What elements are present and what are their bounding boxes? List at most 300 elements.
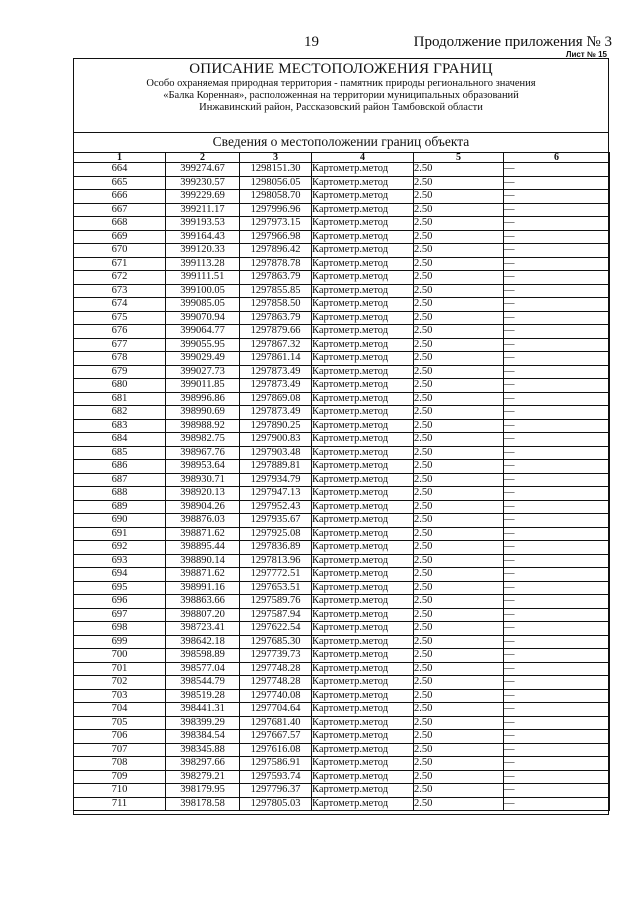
table-cell: Картометр.метод — [312, 676, 414, 690]
table-cell: — — [504, 230, 610, 244]
table-cell: 1297925.08 — [240, 527, 312, 541]
table-cell: 399164.43 — [166, 230, 240, 244]
table-row — [74, 649, 610, 663]
table-cell: 696 — [74, 595, 166, 609]
table-cell: 2.50 — [414, 568, 504, 582]
table-cell: — — [504, 635, 610, 649]
table-cell: 669 — [74, 230, 166, 244]
table-cell: 1297952.43 — [240, 500, 312, 514]
table-cell: 2.50 — [414, 608, 504, 622]
table-cell: 2.50 — [414, 784, 504, 798]
table-cell: — — [504, 446, 610, 460]
table-cell: — — [504, 244, 610, 258]
table-cell: — — [504, 217, 610, 231]
table-row — [74, 770, 610, 784]
table-cell: — — [504, 581, 610, 595]
table-cell: Картометр.метод — [312, 581, 414, 595]
table-cell: 398863.66 — [166, 595, 240, 609]
table-cell: 2.50 — [414, 487, 504, 501]
table-cell: 399274.67 — [166, 163, 240, 177]
table-cell: — — [504, 743, 610, 757]
table-cell: — — [504, 784, 610, 798]
table-cell: 2.50 — [414, 541, 504, 555]
table-cell: 705 — [74, 716, 166, 730]
table-row — [74, 406, 610, 420]
table-row — [74, 757, 610, 771]
table-cell: 676 — [74, 325, 166, 339]
document-header — [74, 59, 608, 119]
table-row — [74, 460, 610, 474]
table-row — [74, 379, 610, 393]
table-cell: 1297748.28 — [240, 676, 312, 690]
table-cell: 2.50 — [414, 797, 504, 811]
table-cell: Картометр.метод — [312, 635, 414, 649]
table-cell: 1297867.32 — [240, 338, 312, 352]
table-cell: — — [504, 284, 610, 298]
table-cell: 1297593.74 — [240, 770, 312, 784]
table-cell: 702 — [74, 676, 166, 690]
table-row — [74, 689, 610, 703]
table-cell: — — [504, 298, 610, 312]
table-row — [74, 635, 610, 649]
table-cell: — — [504, 595, 610, 609]
table-cell: 1297900.83 — [240, 433, 312, 447]
table-cell: 1297903.48 — [240, 446, 312, 460]
table-cell: — — [504, 460, 610, 474]
table-row — [74, 190, 610, 204]
table-cell: 398279.21 — [166, 770, 240, 784]
document-frame — [73, 58, 609, 815]
table-cell: 398904.26 — [166, 500, 240, 514]
table-cell: 398920.13 — [166, 487, 240, 501]
table-cell: 2.50 — [414, 325, 504, 339]
table-cell: Картометр.метод — [312, 703, 414, 717]
table-cell: 2.50 — [414, 365, 504, 379]
table-cell: — — [504, 338, 610, 352]
table-cell: 2.50 — [414, 622, 504, 636]
table-cell: Картометр.метод — [312, 622, 414, 636]
table-cell: 664 — [74, 163, 166, 177]
table-cell: — — [504, 203, 610, 217]
table-cell: — — [504, 325, 610, 339]
table-cell: Картометр.метод — [312, 311, 414, 325]
table-row — [74, 392, 610, 406]
table-cell: Картометр.метод — [312, 338, 414, 352]
table-cell: 1297889.81 — [240, 460, 312, 474]
table-row — [74, 433, 610, 447]
table-cell: 399029.49 — [166, 352, 240, 366]
table-cell: — — [504, 257, 610, 271]
table-cell: 697 — [74, 608, 166, 622]
table-row — [74, 419, 610, 433]
table-row — [74, 365, 610, 379]
page-number: 19 — [304, 34, 319, 50]
table-cell: 690 — [74, 514, 166, 528]
table-cell: 667 — [74, 203, 166, 217]
table-cell: 666 — [74, 190, 166, 204]
table-cell: Картометр.метод — [312, 460, 414, 474]
table-cell: — — [504, 649, 610, 663]
table-cell: 673 — [74, 284, 166, 298]
table-row — [74, 298, 610, 312]
table-row — [74, 527, 610, 541]
table-cell: — — [504, 676, 610, 690]
table-cell: Картометр.метод — [312, 257, 414, 271]
table-cell: 1297748.28 — [240, 662, 312, 676]
table-cell: 2.50 — [414, 284, 504, 298]
table-row — [74, 446, 610, 460]
table-cell: 2.50 — [414, 163, 504, 177]
table-cell: Картометр.метод — [312, 487, 414, 501]
table-cell: 1297878.78 — [240, 257, 312, 271]
table-cell: 704 — [74, 703, 166, 717]
table-cell: 399230.57 — [166, 176, 240, 190]
table-cell: Картометр.метод — [312, 406, 414, 420]
table-cell: — — [504, 473, 610, 487]
table-cell: 2.50 — [414, 635, 504, 649]
table-cell: 670 — [74, 244, 166, 258]
table-cell: 703 — [74, 689, 166, 703]
sheet-number: Лист № 15 — [565, 50, 607, 59]
table-cell: 678 — [74, 352, 166, 366]
column-header: 1 — [74, 153, 166, 163]
table-cell: 2.50 — [414, 770, 504, 784]
table-cell: 399100.05 — [166, 284, 240, 298]
description-line-1: Особо охраняемая природная территория - памятник природы регионального значения — [146, 78, 536, 89]
table-cell: 679 — [74, 365, 166, 379]
table-cell: 398642.18 — [166, 635, 240, 649]
table-cell: 687 — [74, 473, 166, 487]
table-row — [74, 163, 610, 177]
table-cell: 2.50 — [414, 230, 504, 244]
table-cell: 398988.92 — [166, 419, 240, 433]
table-cell: Картометр.метод — [312, 527, 414, 541]
table-cell: Картометр.метод — [312, 203, 414, 217]
table-cell: 2.50 — [414, 446, 504, 460]
table-cell: Картометр.метод — [312, 541, 414, 555]
table-cell: 681 — [74, 392, 166, 406]
table-row — [74, 230, 610, 244]
table-cell: 1297966.98 — [240, 230, 312, 244]
table-row — [74, 352, 610, 366]
table-cell: 1297796.37 — [240, 784, 312, 798]
table-cell: 1297873.49 — [240, 406, 312, 420]
table-cell: 2.50 — [414, 554, 504, 568]
table-cell: Картометр.метод — [312, 446, 414, 460]
table-cell: Картометр.метод — [312, 514, 414, 528]
table-cell: — — [504, 433, 610, 447]
table-cell: 398996.86 — [166, 392, 240, 406]
table-cell: 1297813.96 — [240, 554, 312, 568]
table-row — [74, 217, 610, 231]
table-row — [74, 176, 610, 190]
document-title: ОПИСАНИЕ МЕСТОПОЛОЖЕНИЯ ГРАНИЦ — [189, 61, 493, 77]
table-cell: 399229.69 — [166, 190, 240, 204]
table-cell: 684 — [74, 433, 166, 447]
table-cell: 689 — [74, 500, 166, 514]
table-cell: 2.50 — [414, 757, 504, 771]
table-cell: Картометр.метод — [312, 554, 414, 568]
table-row — [74, 554, 610, 568]
table-cell: 2.50 — [414, 244, 504, 258]
table-cell: 2.50 — [414, 352, 504, 366]
table-cell: 398519.28 — [166, 689, 240, 703]
table-cell: 398178.58 — [166, 797, 240, 811]
table-cell: 711 — [74, 797, 166, 811]
table-cell: 2.50 — [414, 392, 504, 406]
table-cell: 398179.95 — [166, 784, 240, 798]
table-cell: 398990.69 — [166, 406, 240, 420]
table-cell: Картометр.метод — [312, 784, 414, 798]
table-cell: 399120.33 — [166, 244, 240, 258]
table-cell: 2.50 — [414, 271, 504, 285]
table-cell: 398544.79 — [166, 676, 240, 690]
table-cell: 398345.88 — [166, 743, 240, 757]
table-cell: 2.50 — [414, 379, 504, 393]
table-row — [74, 676, 610, 690]
table-cell: — — [504, 406, 610, 420]
table-cell: 398577.04 — [166, 662, 240, 676]
table-cell: 2.50 — [414, 500, 504, 514]
table-cell: 399064.77 — [166, 325, 240, 339]
table-cell: 682 — [74, 406, 166, 420]
table-cell: Картометр.метод — [312, 419, 414, 433]
column-header: 3 — [240, 153, 312, 163]
table-cell: — — [504, 770, 610, 784]
table-row — [74, 716, 610, 730]
table-cell: 399085.05 — [166, 298, 240, 312]
column-header: 6 — [504, 153, 610, 163]
table-row — [74, 541, 610, 555]
table-cell: Картометр.метод — [312, 662, 414, 676]
table-cell: Картометр.метод — [312, 473, 414, 487]
table-cell: — — [504, 797, 610, 811]
table-row — [74, 284, 610, 298]
table-cell: 399111.51 — [166, 271, 240, 285]
table-cell: 691 — [74, 527, 166, 541]
table-cell: — — [504, 163, 610, 177]
table-cell: 1297935.67 — [240, 514, 312, 528]
table-cell: 1297587.94 — [240, 608, 312, 622]
column-header: 2 — [166, 153, 240, 163]
table-cell: 1297973.15 — [240, 217, 312, 231]
table-cell: Картометр.метод — [312, 770, 414, 784]
table-cell: 398807.20 — [166, 608, 240, 622]
table-cell: Картометр.метод — [312, 244, 414, 258]
table-row — [74, 338, 610, 352]
table-cell: 2.50 — [414, 460, 504, 474]
table-cell: 2.50 — [414, 311, 504, 325]
table-cell: 1297858.50 — [240, 298, 312, 312]
table-cell: 1297861.14 — [240, 352, 312, 366]
table-cell: 2.50 — [414, 649, 504, 663]
table-cell: Картометр.метод — [312, 271, 414, 285]
table-cell: 1297772.51 — [240, 568, 312, 582]
table-cell: 2.50 — [414, 257, 504, 271]
table-cell: Картометр.метод — [312, 730, 414, 744]
header-divider — [74, 132, 608, 133]
table-cell: 398930.71 — [166, 473, 240, 487]
table-cell: Картометр.метод — [312, 689, 414, 703]
table-row — [74, 500, 610, 514]
table-cell: 2.50 — [414, 419, 504, 433]
table-cell: 1297586.91 — [240, 757, 312, 771]
table-cell: 2.50 — [414, 703, 504, 717]
table-cell: 399193.53 — [166, 217, 240, 231]
table-row — [74, 743, 610, 757]
table-cell: 1297947.13 — [240, 487, 312, 501]
table-cell: 398876.03 — [166, 514, 240, 528]
table-row — [74, 325, 610, 339]
description-line-2: «Балка Коренная», расположенная на территории муниципальных образований — [163, 90, 519, 101]
table-cell: — — [504, 716, 610, 730]
table-cell: — — [504, 176, 610, 190]
table-row — [74, 797, 610, 811]
table-cell: 1297667.57 — [240, 730, 312, 744]
table-cell: 398871.62 — [166, 527, 240, 541]
table-cell: 398895.44 — [166, 541, 240, 555]
table-cell: 398871.62 — [166, 568, 240, 582]
table-cell: — — [504, 514, 610, 528]
table-cell: 399113.28 — [166, 257, 240, 271]
table-row — [74, 608, 610, 622]
column-header: 4 — [312, 153, 414, 163]
table-cell: 700 — [74, 649, 166, 663]
table-cell: — — [504, 487, 610, 501]
table-cell: 698 — [74, 622, 166, 636]
table-cell: 685 — [74, 446, 166, 460]
table-row — [74, 257, 610, 271]
table-row — [74, 784, 610, 798]
table-cell: 398384.54 — [166, 730, 240, 744]
table-cell: Картометр.метод — [312, 743, 414, 757]
table-cell: 2.50 — [414, 190, 504, 204]
table-cell: 1297740.08 — [240, 689, 312, 703]
table-cell: 1297869.08 — [240, 392, 312, 406]
table-cell: Картометр.метод — [312, 757, 414, 771]
table-cell: 1297873.49 — [240, 379, 312, 393]
table-row — [74, 730, 610, 744]
table-cell: 1297653.51 — [240, 581, 312, 595]
table-cell: 1297739.73 — [240, 649, 312, 663]
table-cell: 2.50 — [414, 514, 504, 528]
table-cell: — — [504, 311, 610, 325]
column-header: 5 — [414, 153, 504, 163]
table-cell: 683 — [74, 419, 166, 433]
table-cell: 1297863.79 — [240, 311, 312, 325]
table-cell: 688 — [74, 487, 166, 501]
table-cell: — — [504, 527, 610, 541]
description-line-3: Инжавинский район, Рассказовский район Тамбовской области — [199, 102, 483, 113]
table-header-row — [74, 153, 610, 163]
table-cell: — — [504, 689, 610, 703]
table-cell: — — [504, 379, 610, 393]
table-cell: Картометр.метод — [312, 365, 414, 379]
table-cell: 2.50 — [414, 433, 504, 447]
table-cell: 1298058.70 — [240, 190, 312, 204]
coordinates-table — [73, 152, 610, 811]
table-cell: Картометр.метод — [312, 217, 414, 231]
table-cell: 665 — [74, 176, 166, 190]
table-cell: 675 — [74, 311, 166, 325]
table-row — [74, 311, 610, 325]
table-cell: 674 — [74, 298, 166, 312]
table-cell: Картометр.метод — [312, 568, 414, 582]
table-row — [74, 244, 610, 258]
table-cell: 2.50 — [414, 406, 504, 420]
table-cell: 398441.31 — [166, 703, 240, 717]
table-cell: 1297616.08 — [240, 743, 312, 757]
table-cell: Картометр.метод — [312, 230, 414, 244]
table-cell: Картометр.метод — [312, 176, 414, 190]
table-cell: 399011.85 — [166, 379, 240, 393]
table-cell: 2.50 — [414, 203, 504, 217]
table-cell: 2.50 — [414, 338, 504, 352]
table-cell: 2.50 — [414, 217, 504, 231]
table-row — [74, 703, 610, 717]
table-cell: Картометр.метод — [312, 433, 414, 447]
table-cell: 399070.94 — [166, 311, 240, 325]
table-cell: 398967.76 — [166, 446, 240, 460]
table-cell: 677 — [74, 338, 166, 352]
table-cell: 1297805.03 — [240, 797, 312, 811]
table-cell: Картометр.метод — [312, 352, 414, 366]
table-cell: 706 — [74, 730, 166, 744]
table-cell: 686 — [74, 460, 166, 474]
table-cell: 2.50 — [414, 730, 504, 744]
table-row — [74, 622, 610, 636]
table-row — [74, 473, 610, 487]
table-cell: 398297.66 — [166, 757, 240, 771]
table-body — [74, 163, 610, 811]
table-cell: 2.50 — [414, 595, 504, 609]
table-cell: — — [504, 271, 610, 285]
table-cell: 1297873.49 — [240, 365, 312, 379]
table-cell: 2.50 — [414, 662, 504, 676]
table-cell: 398991.16 — [166, 581, 240, 595]
table-cell: — — [504, 392, 610, 406]
table-cell: — — [504, 662, 610, 676]
table-cell: 710 — [74, 784, 166, 798]
table-cell: 398399.29 — [166, 716, 240, 730]
table-cell: 692 — [74, 541, 166, 555]
table-cell: — — [504, 554, 610, 568]
table-cell: 694 — [74, 568, 166, 582]
table-cell: 398953.64 — [166, 460, 240, 474]
table-cell: 398723.41 — [166, 622, 240, 636]
table-row — [74, 203, 610, 217]
table-cell: 2.50 — [414, 176, 504, 190]
table-cell: Картометр.метод — [312, 608, 414, 622]
table-cell: 1297934.79 — [240, 473, 312, 487]
table-cell: 398982.75 — [166, 433, 240, 447]
table-cell: 1298056.05 — [240, 176, 312, 190]
table-cell: 701 — [74, 662, 166, 676]
table-row — [74, 271, 610, 285]
table-cell: 2.50 — [414, 473, 504, 487]
table-cell: Картометр.метод — [312, 325, 414, 339]
table-cell: 695 — [74, 581, 166, 595]
table-cell: 1298151.30 — [240, 163, 312, 177]
table-cell: 1297589.76 — [240, 595, 312, 609]
table-row — [74, 581, 610, 595]
table-cell: — — [504, 730, 610, 744]
table-cell: 2.50 — [414, 298, 504, 312]
table-cell: — — [504, 622, 610, 636]
table-cell: 1297704.64 — [240, 703, 312, 717]
table-cell: 399027.73 — [166, 365, 240, 379]
table-cell: Картометр.метод — [312, 284, 414, 298]
